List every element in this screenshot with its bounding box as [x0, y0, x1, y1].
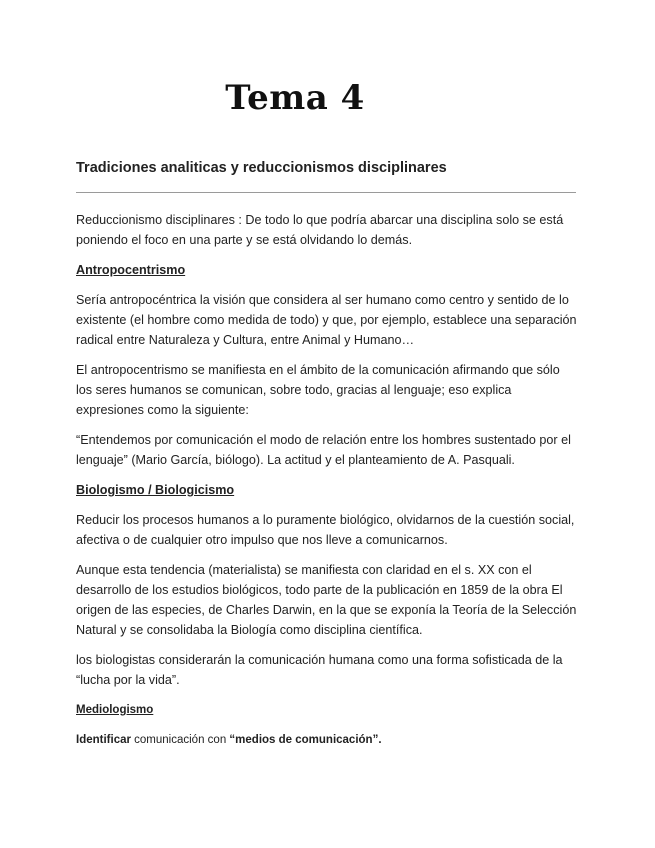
page-subtitle: Tradiciones analiticas y reduccionismos disciplinares [76, 160, 447, 176]
intro-paragraph: Reduccionismo disciplinares : De todo lo que podría abarcar una disciplina solo se está poniendo el foco en una parte y se está olvidando lo demás. [76, 213, 564, 247]
antropocentrismo-quote: “Entendemos por comunicación el modo de relación entre los hombres sustentado por el lenguaje” (Mario García, biólogo). La actitud y el planteamiento de A. Pasquali. [76, 433, 571, 467]
antropocentrismo-paragraph-1: Sería antropocéntrica la visión que considera al ser humano como centro y sentido de lo existente (el hombre como medida de todo) y que, por ejemplo, establece una separación radical entre Naturaleza y Cultura, entre Animal y Humano… [76, 293, 577, 347]
horizontal-divider [76, 192, 576, 193]
document-body [76, 210, 579, 760]
mediologismo-text: comunicación con [130, 734, 230, 746]
mediologismo-bold-medios: “medios de comunicación”. [229, 734, 382, 746]
biologismo-paragraph-1: Reducir los procesos humanos a lo puramente biológico, olvidarnos de la cuestión social, afectiva o de cualquier otro impulso que nos lleve a comunicarnos. [76, 513, 575, 547]
page-title: Tema 4 [225, 78, 365, 118]
section-heading-biologismo: Biologismo / Biologicismo [76, 483, 235, 497]
mediologismo-paragraph [76, 730, 579, 750]
mediologismo-bold-identificar: Identificar [76, 734, 131, 746]
antropocentrismo-paragraph-2: El antropocentrismo se manifiesta en el ámbito de la comunicación afirmando que sólo los seres humanos se comunican, sobre todo, gracias al lenguaje; eso explica expresiones como la siguiente: [76, 363, 560, 417]
section-heading-antropocentrismo: Antropocentrismo [76, 263, 186, 277]
biologismo-paragraph-2: Aunque esta tendencia (materialista) se manifiesta con claridad en el s. XX con el desarrollo de los estudios biológicos, todo parte de la publicación en 1859 de la obra El origen de las especies, de Charles Darwin, en la que se exponía la Teoría de la Selección Natural y se consolidaba la Biología como disciplina científica. [76, 563, 577, 637]
biologismo-paragraph-3: los biologistas considerarán la comunicación humana como una forma sofisticada de la “lucha por la vida”. [76, 653, 563, 687]
section-heading-mediologismo: Mediologismo [76, 704, 154, 716]
